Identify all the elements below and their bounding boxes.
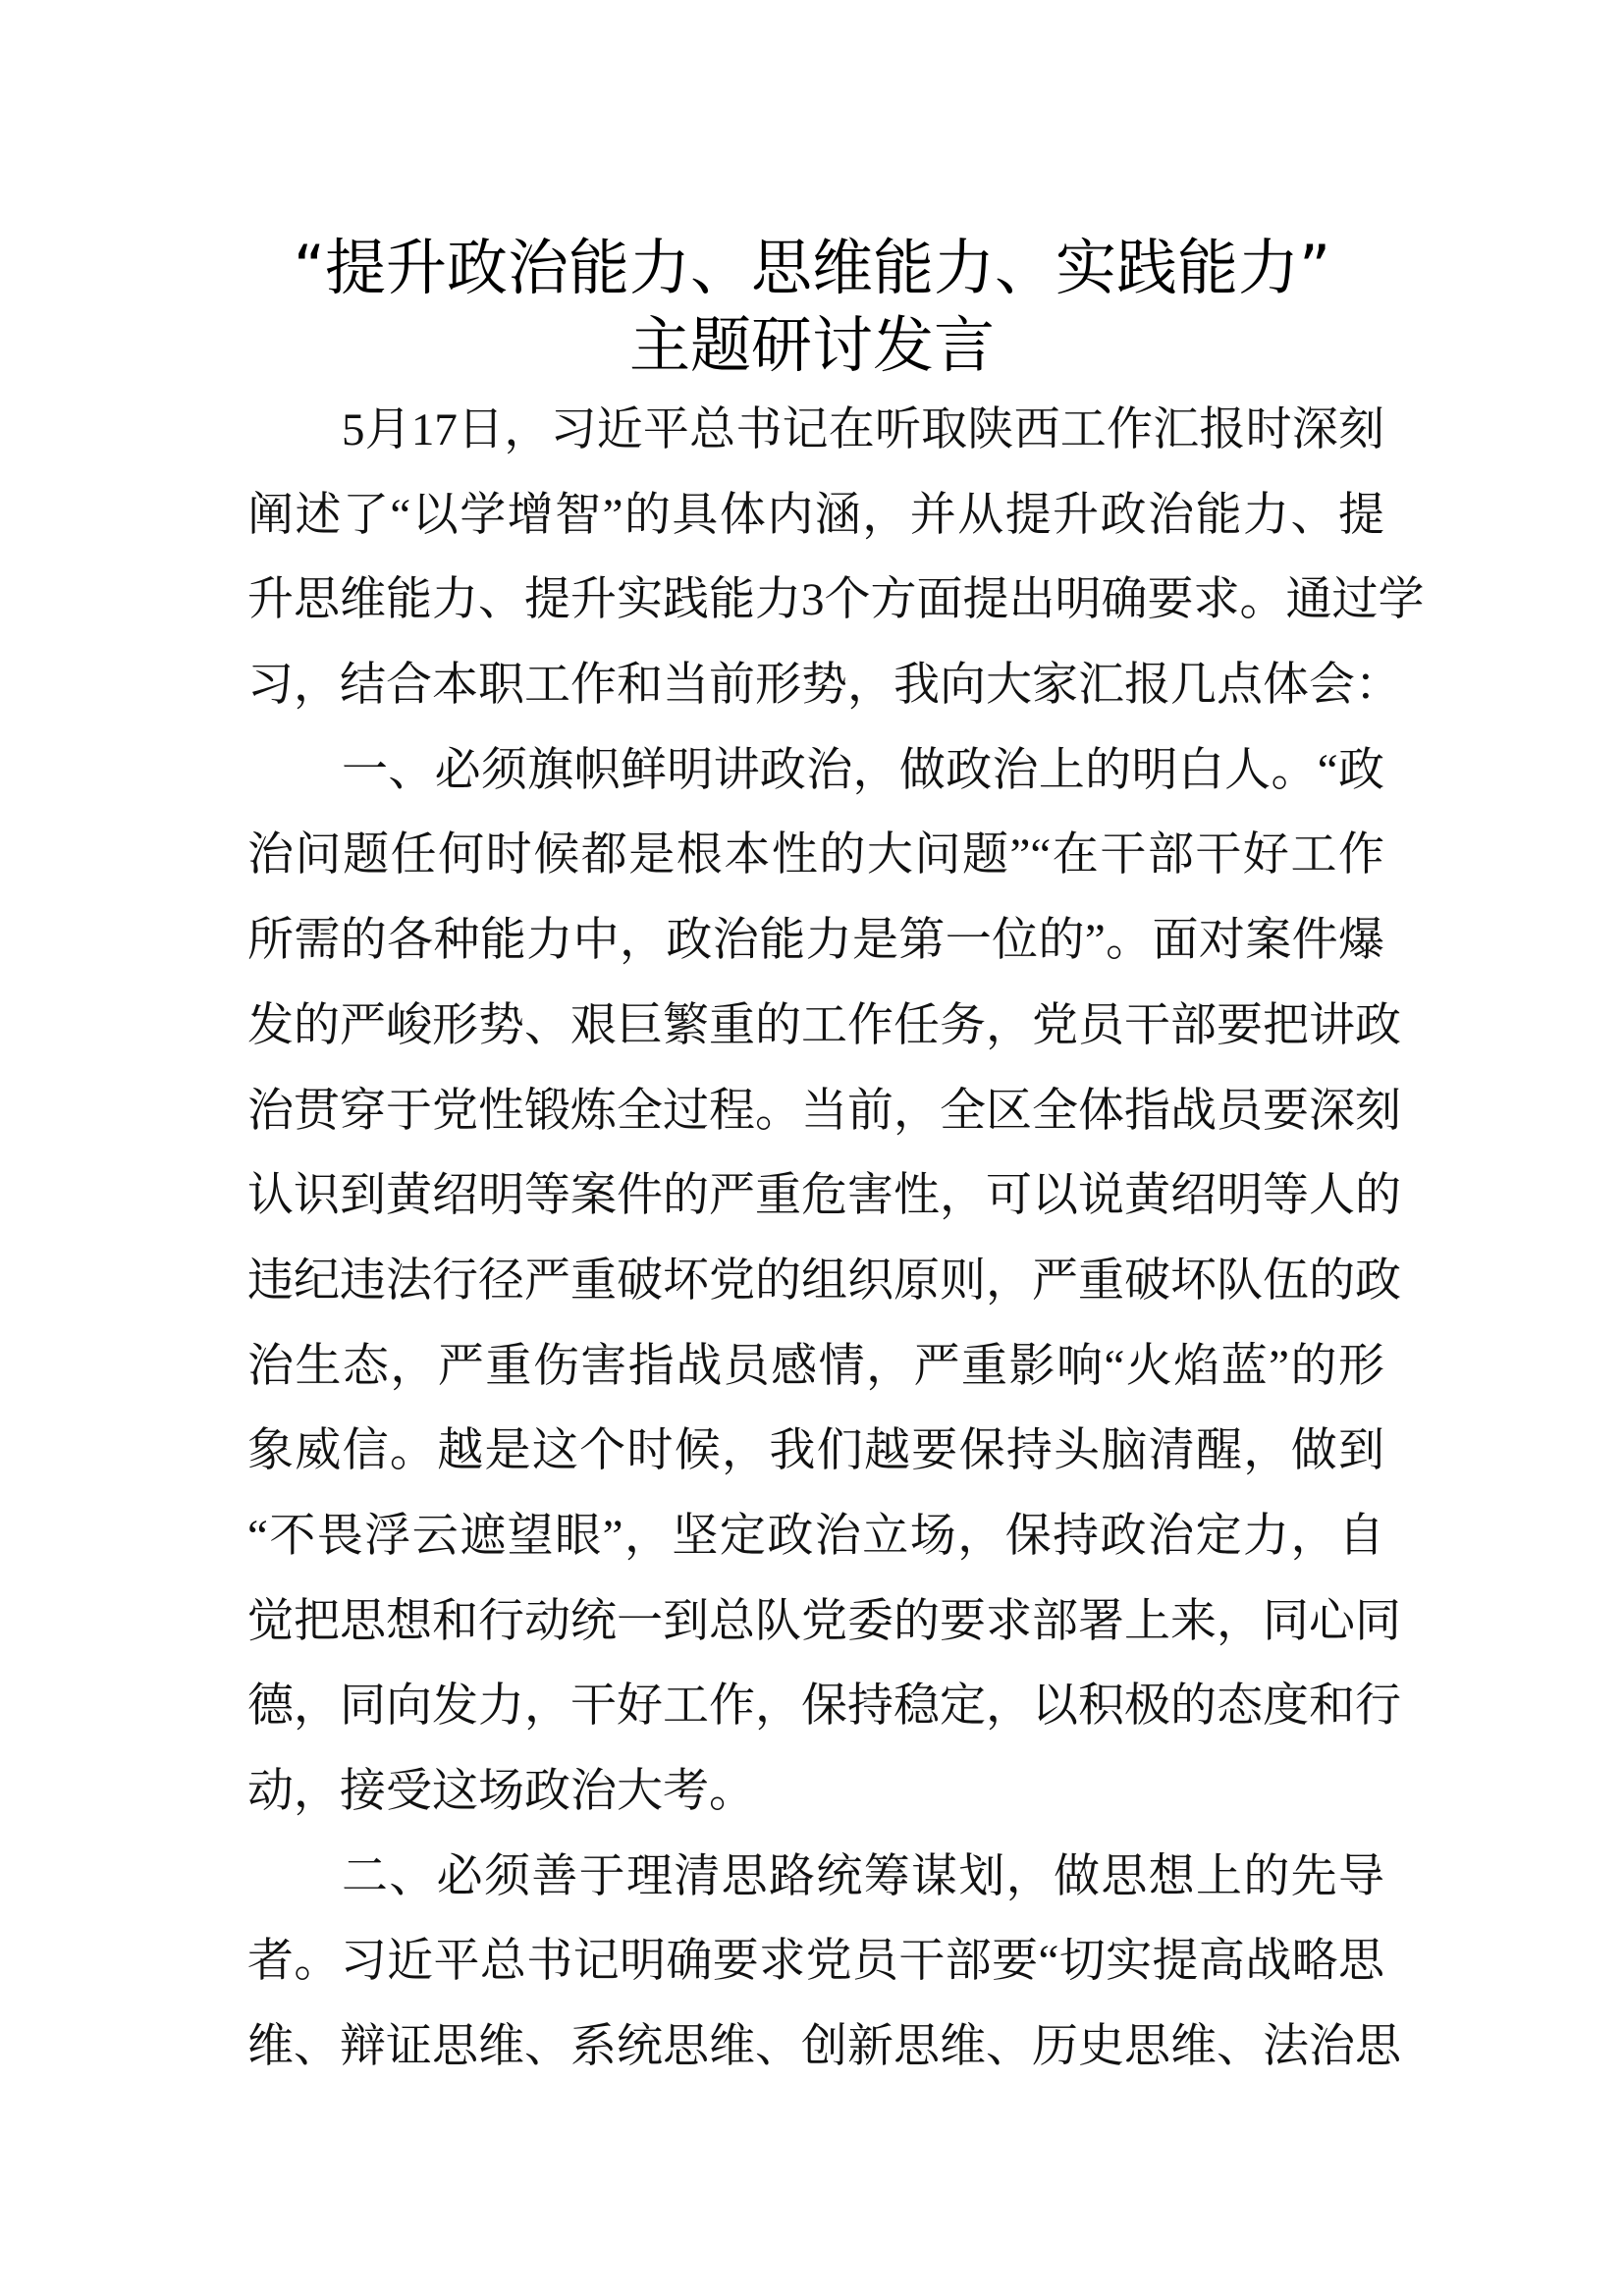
- paragraph-2-line: 违纪违法行径严重破坏党的组织原则，严重破坏队伍的政: [247, 1255, 1401, 1307]
- paragraph-2-line: 治问题任何时候都是根本性的大问题”“在干部干好工作: [247, 829, 1384, 881]
- paragraph-1-line: 习，结合本职工作和当前形势，我向大家汇报几点体会：: [247, 660, 1401, 712]
- document-body: [247, 388, 1425, 2090]
- paragraph-2-line: 治贯穿于党性锻炼全过程。当前，全区全体指战员要深刻: [247, 1085, 1401, 1137]
- paragraph-3-line: 维、辩证思维、系统思维、创新思维、历史思维、法治思: [247, 2021, 1401, 2073]
- paragraph-3-line: 者。习近平总书记明确要求党员干部要“切实提高战略思: [247, 1936, 1384, 1988]
- paragraph-2-line: 一、必须旗帜鲜明讲政治，做政治上的明白人。“政: [342, 744, 1384, 796]
- paragraph-2-line: 动，接受这场政治大考。: [247, 1766, 755, 1817]
- paragraph-2-line: 认识到黄绍明等案件的严重危害性，可以说黄绍明等人的: [247, 1170, 1401, 1222]
- paragraph-2-line: 治生态，严重伤害指战员感情，严重影响“火焰蓝”的形: [247, 1340, 1384, 1392]
- paragraph-1-line: 阐述了“以学增智”的具体内涵，并从提升政治能力、提: [247, 489, 1384, 541]
- paragraph-1-line: 升思维能力、提升实践能力3个方面提出明确要求。通过学: [247, 574, 1425, 626]
- paragraph-2-line: 德，同向发力，干好工作，保持稳定，以积极的态度和行: [247, 1681, 1401, 1733]
- document-title-line-1: “提升政治能力、思维能力、实践能力”: [293, 232, 1331, 303]
- paragraph-2-line: 发的严峻形势、艰巨繁重的工作任务，党员干部要把讲政: [247, 999, 1401, 1051]
- paragraph-2-line: 象威信。越是这个时候，我们越要保持头脑清醒，做到: [247, 1425, 1384, 1477]
- paragraph-2-line: “不畏浮云遮望眼”，坚定政治立场，保持政治定力，自: [247, 1510, 1384, 1562]
- paragraph-1-line: 5月17日，习近平总书记在听取陕西工作汇报时深刻: [342, 404, 1384, 455]
- paragraph-2-line: 所需的各种能力中，政治能力是第一位的”。面对案件爆: [247, 915, 1384, 967]
- paragraph-2-line: 觉把思想和行动统一到总队党委的要求部署上来，同心同: [247, 1595, 1401, 1647]
- document-title-line-2: 主题研讨发言: [628, 309, 995, 381]
- paragraph-3-line: 二、必须善于理清思路统筹谋划，做思想上的先导: [342, 1850, 1384, 1902]
